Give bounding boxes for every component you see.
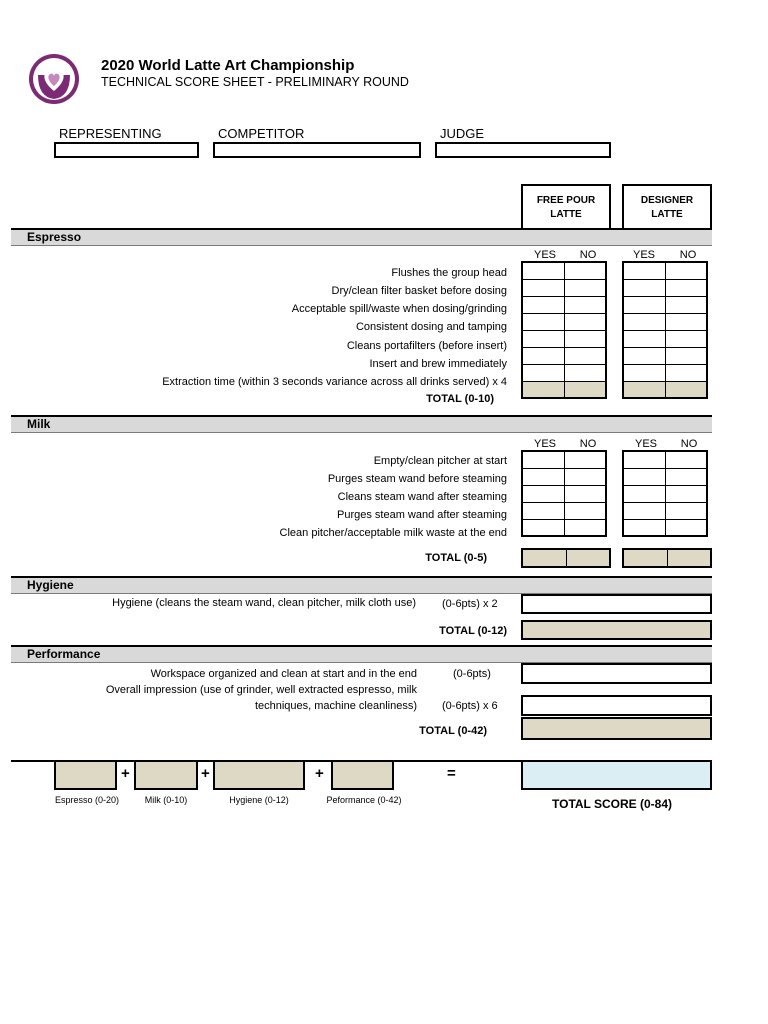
- plus-sign: +: [201, 765, 210, 782]
- checkbox-cell[interactable]: [623, 519, 665, 536]
- representing-label: REPRESENTING: [59, 126, 162, 141]
- checkbox-cell[interactable]: [564, 519, 606, 536]
- milk-total-label: TOTAL (0-5): [425, 552, 487, 564]
- checkbox-cell[interactable]: [522, 279, 564, 296]
- hygiene-score-box[interactable]: [521, 594, 712, 614]
- plus-sign: +: [121, 765, 130, 782]
- free-pour-line2: LATTE: [550, 209, 582, 220]
- checkbox-cell[interactable]: [522, 296, 564, 313]
- checkbox-cell[interactable]: [564, 279, 606, 296]
- milk-item: Purges steam wand after steaming: [337, 509, 507, 521]
- fp-no-label: NO: [579, 438, 597, 450]
- fp-yes-label: YES: [533, 249, 556, 261]
- latte-heart-logo-icon: [28, 53, 80, 105]
- performance-sum-label: Peformance (0-42): [326, 795, 402, 805]
- checkbox-cell[interactable]: [564, 296, 606, 313]
- checkbox-cell[interactable]: [623, 364, 665, 381]
- milk-section-header: [11, 415, 712, 433]
- espresso-item: Extraction time (within 3 seconds variance across all drinks served) x 4: [162, 376, 507, 388]
- performance-sum-box[interactable]: [331, 760, 394, 790]
- checkbox-cell[interactable]: [564, 262, 606, 279]
- espresso-item: Dry/clean filter basket before dosing: [331, 285, 507, 297]
- milk-title: Milk: [27, 417, 51, 431]
- checkbox-cell[interactable]: [522, 451, 564, 468]
- free-pour-line1: FREE POUR: [536, 195, 596, 206]
- fp-yes-label: YES: [533, 438, 556, 450]
- hygiene-item: Hygiene (cleans the steam wand, clean pitcher, milk cloth use): [112, 597, 416, 609]
- total-cell[interactable]: [564, 381, 606, 398]
- checkbox-cell[interactable]: [522, 330, 564, 347]
- performance-item-workspace: Workspace organized and clean at start and in the end: [150, 668, 417, 680]
- total-cell[interactable]: [665, 381, 707, 398]
- espresso-item: Cleans portafilters (before insert): [346, 340, 507, 352]
- milk-item: Clean pitcher/acceptable milk waste at the end: [279, 527, 507, 539]
- hygiene-section-header: [11, 576, 712, 594]
- espresso-total-label: TOTAL (0-10): [426, 393, 494, 405]
- designer-line2: LATTE: [651, 209, 683, 220]
- performance-total-label: TOTAL (0-42): [419, 725, 487, 737]
- checkbox-cell[interactable]: [665, 279, 707, 296]
- checkbox-cell[interactable]: [623, 502, 665, 519]
- dl-no-label: NO: [679, 249, 697, 261]
- competitor-field[interactable]: [213, 142, 421, 158]
- espresso-item: Consistent dosing and tamping: [355, 321, 507, 333]
- checkbox-cell[interactable]: [665, 468, 707, 485]
- impression-score-box[interactable]: [521, 695, 712, 716]
- checkbox-cell[interactable]: [623, 330, 665, 347]
- checkbox-cell[interactable]: [665, 296, 707, 313]
- hygiene-sum-box[interactable]: [213, 760, 305, 790]
- checkbox-cell[interactable]: [665, 364, 707, 381]
- checkbox-cell[interactable]: [623, 262, 665, 279]
- hygiene-total-label: TOTAL (0-12): [439, 625, 507, 637]
- espresso-sum-label: Espresso (0-20): [54, 795, 120, 805]
- checkbox-cell[interactable]: [665, 451, 707, 468]
- checkbox-cell[interactable]: [564, 502, 606, 519]
- designer-line1: DESIGNER: [640, 195, 694, 206]
- competitor-label: COMPETITOR: [218, 126, 305, 141]
- hygiene-title: Hygiene: [27, 578, 74, 592]
- milk-designer-total[interactable]: [622, 548, 712, 568]
- checkbox-cell[interactable]: [623, 485, 665, 502]
- checkbox-cell[interactable]: [522, 262, 564, 279]
- milk-sum-label: Milk (0-10): [144, 795, 188, 805]
- milk-item: Purges steam wand before steaming: [327, 473, 507, 485]
- checkbox-cell[interactable]: [564, 485, 606, 502]
- total-cell[interactable]: [623, 381, 665, 398]
- checkbox-cell[interactable]: [564, 468, 606, 485]
- performance-total-box[interactable]: [521, 717, 712, 740]
- checkbox-cell[interactable]: [623, 468, 665, 485]
- checkbox-cell[interactable]: [665, 313, 707, 330]
- checkbox-cell[interactable]: [564, 451, 606, 468]
- espresso-title: Espresso: [27, 230, 82, 244]
- checkbox-cell[interactable]: [522, 313, 564, 330]
- judge-label: JUDGE: [440, 126, 485, 141]
- total-score-label: TOTAL SCORE (0-84): [552, 797, 673, 811]
- checkbox-cell[interactable]: [623, 313, 665, 330]
- workspace-score-box[interactable]: [521, 663, 712, 684]
- checkbox-cell[interactable]: [623, 451, 665, 468]
- dl-yes-label: YES: [632, 249, 655, 261]
- checkbox-cell[interactable]: [665, 485, 707, 502]
- checkbox-cell[interactable]: [564, 330, 606, 347]
- checkbox-cell[interactable]: [665, 262, 707, 279]
- judge-field[interactable]: [435, 142, 611, 158]
- milk-free-pour-grid: [521, 450, 607, 537]
- page-subtitle: TECHNICAL SCORE SHEET - PRELIMINARY ROUND: [101, 75, 409, 89]
- checkbox-cell[interactable]: [665, 519, 707, 536]
- checkbox-cell[interactable]: [522, 468, 564, 485]
- espresso-item: Flushes the group head: [391, 267, 507, 279]
- espresso-sum-box[interactable]: [54, 760, 117, 790]
- checkbox-cell[interactable]: [564, 347, 606, 364]
- performance-title: Performance: [27, 647, 101, 661]
- milk-item: Empty/clean pitcher at start: [373, 455, 507, 467]
- performance-section-header: [11, 645, 712, 663]
- total-cell[interactable]: [522, 381, 564, 398]
- espresso-free-pour-grid: [521, 261, 607, 399]
- free-pour-latte-header: [521, 184, 611, 230]
- checkbox-cell[interactable]: [522, 519, 564, 536]
- checkbox-cell[interactable]: [623, 279, 665, 296]
- milk-free-pour-total[interactable]: [521, 548, 611, 568]
- milk-item: Cleans steam wand after steaming: [337, 491, 507, 503]
- plus-sign: +: [315, 765, 324, 782]
- dl-no-label: NO: [680, 438, 698, 450]
- checkbox-cell[interactable]: [623, 296, 665, 313]
- checkbox-cell[interactable]: [665, 330, 707, 347]
- checkbox-cell[interactable]: [522, 502, 564, 519]
- checkbox-cell[interactable]: [665, 347, 707, 364]
- checkbox-cell[interactable]: [564, 364, 606, 381]
- performance-points-impression: (0-6pts) x 6: [442, 700, 498, 712]
- checkbox-cell[interactable]: [522, 485, 564, 502]
- performance-points-workspace: (0-6pts): [453, 668, 491, 680]
- checkbox-cell[interactable]: [522, 347, 564, 364]
- espresso-designer-grid: [622, 261, 708, 399]
- espresso-section-header: [11, 228, 712, 246]
- page-title: 2020 World Latte Art Championship: [101, 57, 355, 74]
- equals-sign: =: [447, 765, 456, 782]
- checkbox-cell[interactable]: [564, 313, 606, 330]
- milk-sum-box[interactable]: [134, 760, 198, 790]
- espresso-item: Insert and brew immediately: [369, 358, 507, 370]
- total-score-box[interactable]: [521, 760, 712, 790]
- representing-field[interactable]: [54, 142, 199, 158]
- hygiene-total-box[interactable]: [521, 620, 712, 640]
- dl-yes-label: YES: [634, 438, 657, 450]
- designer-latte-header: [622, 184, 712, 230]
- espresso-item: Acceptable spill/waste when dosing/grinding: [291, 303, 507, 315]
- hygiene-sum-label: Hygiene (0-12): [229, 795, 289, 805]
- checkbox-cell[interactable]: [522, 364, 564, 381]
- checkbox-cell[interactable]: [623, 347, 665, 364]
- performance-item-impression-line1: Overall impression (use of grinder, well extracted espresso, milk: [105, 684, 417, 696]
- checkbox-cell[interactable]: [665, 502, 707, 519]
- hygiene-points: (0-6pts) x 2: [442, 598, 498, 610]
- milk-designer-grid: [622, 450, 708, 537]
- fp-no-label: NO: [579, 249, 597, 261]
- performance-item-impression-line2: techniques, machine cleanliness): [254, 700, 417, 712]
